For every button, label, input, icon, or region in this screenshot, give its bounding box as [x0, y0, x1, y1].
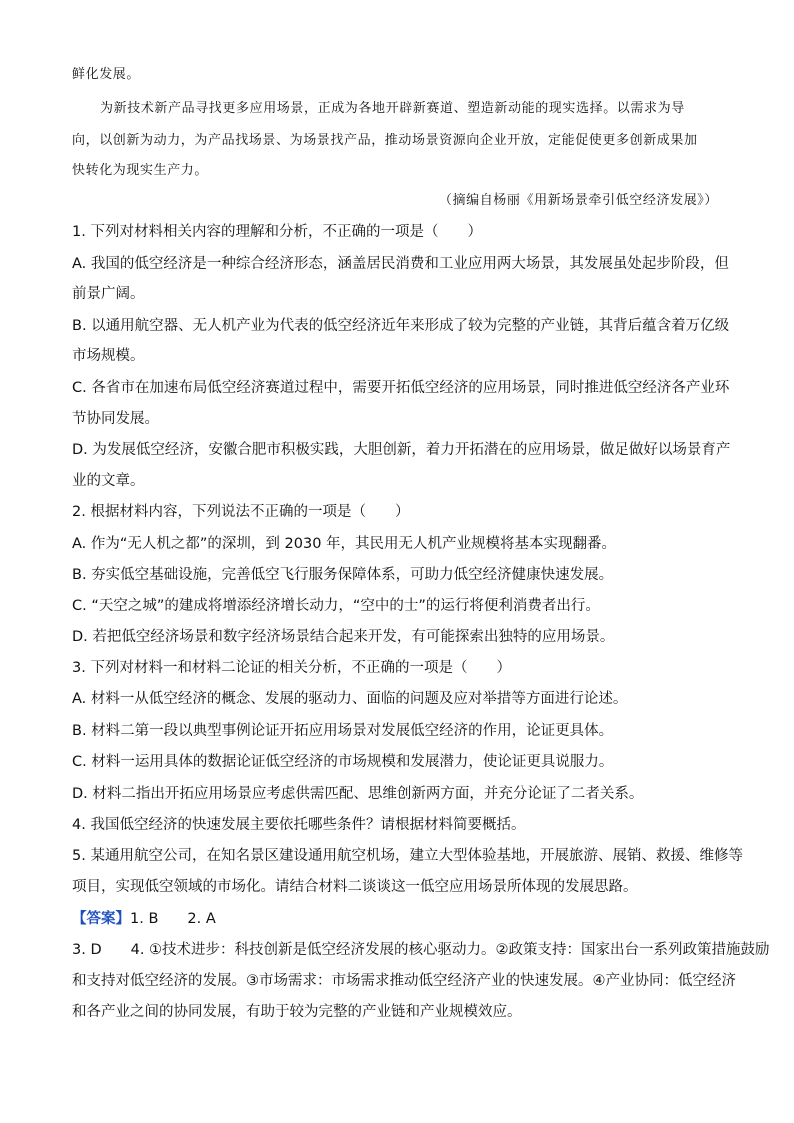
question-1-option-b-cont: 市场规模。 — [72, 348, 145, 364]
passage-source: （摘编自杨丽《用新场景牵引低空经济发展》） — [438, 193, 718, 208]
question-2-option-a: A. 作为“无人机之都”的深圳，到 2030 年，其民用无人机产业规模将基本实现翻番。 — [72, 536, 617, 552]
answer-line: 和各产业之间的协同发展，有助于较为完整的产业链和产业规模效应。 — [72, 1004, 522, 1020]
answer-line: 和支持对低空经济的发展。③市场需求：市场需求推动低空经济产业的快速发展。④产业协同：低空经济 — [72, 973, 736, 989]
question-2-stem: 2. 根据材料内容，下列说法不正确的一项是（ ） — [72, 504, 410, 520]
question-5-stem: 5. 某通用航空公司，在知名景区建设通用航空机场，建立大型体验基地，开展旅游、展销、救援、维修等 — [72, 848, 743, 864]
answer-tag: 【答案】 — [72, 911, 130, 927]
answer-line: 3. D 4. ①技术进步：科技创新是低空经济发展的核心驱动力。②政策支持：国家出台一系列政策措施鼓励 — [72, 942, 770, 958]
question-2-option-c: C. “天空之城”的建成将增添经济增长动力，“空中的士”的运行将便利消费者出行。 — [72, 598, 600, 614]
question-2-option-b: B. 夯实低空基础设施，完善低空飞行服务保障体系，可助力低空经济健康快速发展。 — [72, 567, 614, 583]
question-1-option-a: A. 我国的低空经济是一种综合经济形态，涵盖居民消费和工业应用两大场景，其发展虽处起步阶段，但 — [72, 256, 729, 272]
question-4-stem: 4. 我国低空经济的快速发展主要依托哪些条件？请根据材料简要概括。 — [72, 817, 526, 833]
question-1-stem: 1. 下列对材料相关内容的理解和分析，不正确的一项是（ ） — [72, 224, 482, 240]
question-3-option-c: C. 材料一运用具体的数据论证低空经济的市场规模和发展潜力，使论证更具说服力。 — [72, 754, 614, 770]
question-1-option-d: D. 为发展低空经济，安徽合肥市积极实践，大胆创新，着力开拓潜在的应用场景，做足做好以场景育产 — [72, 442, 731, 458]
answer-line — [72, 909, 216, 929]
passage-line: 向，以创新为动力，为产品找场景、为场景找产品，推动场景资源向企业开放，定能促使更多创新成果加 — [72, 133, 698, 148]
answer-text: 1. B 2. A — [130, 911, 216, 927]
question-3-option-d: D. 材料二指出开拓应用场景应考虑供需匹配、思维创新两方面，并充分论证了二者关系。 — [72, 786, 644, 802]
question-3-option-b: B. 材料二第一段以典型事例论证开拓应用场景对发展低空经济的作用，论证更具体。 — [72, 723, 614, 739]
passage-line: 鲜化发展。 — [72, 67, 141, 82]
question-5-stem-cont: 项目，实现低空领域的市场化。请结合材料二谈谈这一低空应用场景所体现的发展思路。 — [72, 879, 638, 895]
passage-line: 快转化为现实生产力。 — [72, 163, 209, 178]
question-1-option-b: B. 以通用航空器、无人机产业为代表的低空经济近年来形成了较为完整的产业链，其背后蕴含着万亿级 — [72, 318, 730, 334]
question-1-option-c-cont: 节协同发展。 — [72, 411, 159, 427]
question-1-option-c: C. 各省市在加速布局低空经济赛道过程中，需要开拓低空经济的应用场景，同时推进低空经济各产业环 — [72, 380, 730, 396]
question-3-stem: 3. 下列对材料一和材料二论证的相关分析，不正确的一项是（ ） — [72, 660, 511, 676]
question-1-option-a-cont: 前景广阔。 — [72, 286, 145, 302]
question-1-option-d-cont: 业的文章。 — [72, 473, 145, 489]
passage-line: 为新技术新产品寻找更多应用场景，正成为各地开辟新赛道、塑造新动能的现实选择。以需求为导 — [100, 101, 685, 116]
question-2-option-d: D. 若把低空经济场景和数字经济场景结合起来开发，有可能探索出独特的应用场景。 — [72, 629, 615, 645]
question-3-option-a: A. 材料一从低空经济的概念、发展的驱动力、面临的问题及应对举措等方面进行论述。 — [72, 691, 628, 707]
